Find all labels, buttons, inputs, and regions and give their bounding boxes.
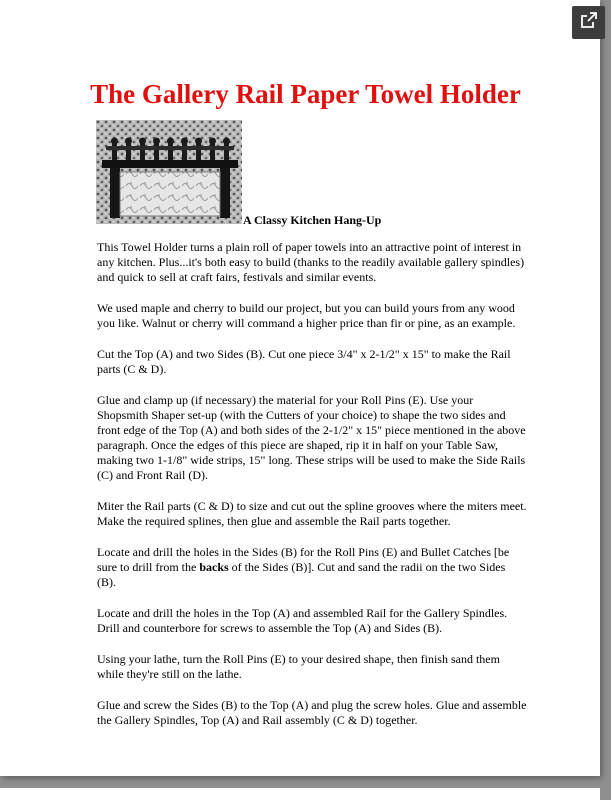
paragraph: Cut the Top (A) and two Sides (B). Cut one piece 3/4" x 2-1/2" x 15" to make the Rail parts (C & D). — [97, 347, 511, 376]
document-title: The Gallery Rail Paper Towel Holder — [90, 79, 521, 109]
paragraph-text: Locate and drill the holes in the Sides (B) for the Roll Pins (E) and Bullet Catches [be sure to drill from the — [97, 545, 510, 574]
paragraph: We used maple and cherry to build our project, but you can build yours from any wood you like. Walnut or cherry will command a higher price than fir or pine, as an example. — [97, 301, 516, 330]
paragraph: Locate and drill the holes in the Top (A) and assembled Rail for the Gallery Spindles. Drill and counterbore for screws to assemble the Top (A) and Sides (B). — [97, 606, 508, 635]
paragraph: Miter the Rail parts (C & D) to size and cut out the spline grooves where the miters meet. Make the required splines, then glue and assemble the Rail parts together. — [97, 499, 527, 528]
paragraph — [97, 545, 527, 590]
open-in-new-icon — [581, 12, 597, 33]
paragraph-text: of the Sides (B)]. Cut and sand the radii on the two Sides (B). — [97, 560, 506, 589]
popout-button[interactable] — [572, 6, 605, 39]
paragraph: Glue and clamp up (if necessary) the material for your Roll Pins (E). Use your Shopsmith Shaper set-up (with the Cutters of your choice) to shape the two sides and front edge of the Top (A) and both sides of the 2-1/2" x 15" piece mentioned in the above paragraph. Once the edges of this piece are shaped, rip it in half on your Table Saw, making two 1-1/8" wide strips, 15" long. These strips will be used to make the Side Rails (C) and Front Rail (D). — [97, 393, 526, 482]
next-page-edge — [0, 788, 600, 800]
image-caption: A Classy Kitchen Hang-Up — [243, 213, 382, 227]
paragraph: Glue and screw the Sides (B) to the Top (A) and plug the screw holes. Glue and assemble the Gallery Spindles, Top (A) and Rail assembly (C & D) together. — [97, 698, 527, 727]
emphasis-text: backs — [199, 560, 229, 574]
document-body — [97, 240, 527, 744]
towel-holder-photo — [96, 120, 242, 224]
paragraph: This Towel Holder turns a plain roll of paper towels into an attractive point of interest in any kitchen. Plus...it's both easy to build (thanks to the readily available gallery spindles) and quick to sell at craft fairs, festivals and similar events. — [97, 240, 525, 284]
paragraph: Using your lathe, turn the Roll Pins (E) to your desired shape, then finish sand them while they're still on the lathe. — [97, 652, 500, 681]
